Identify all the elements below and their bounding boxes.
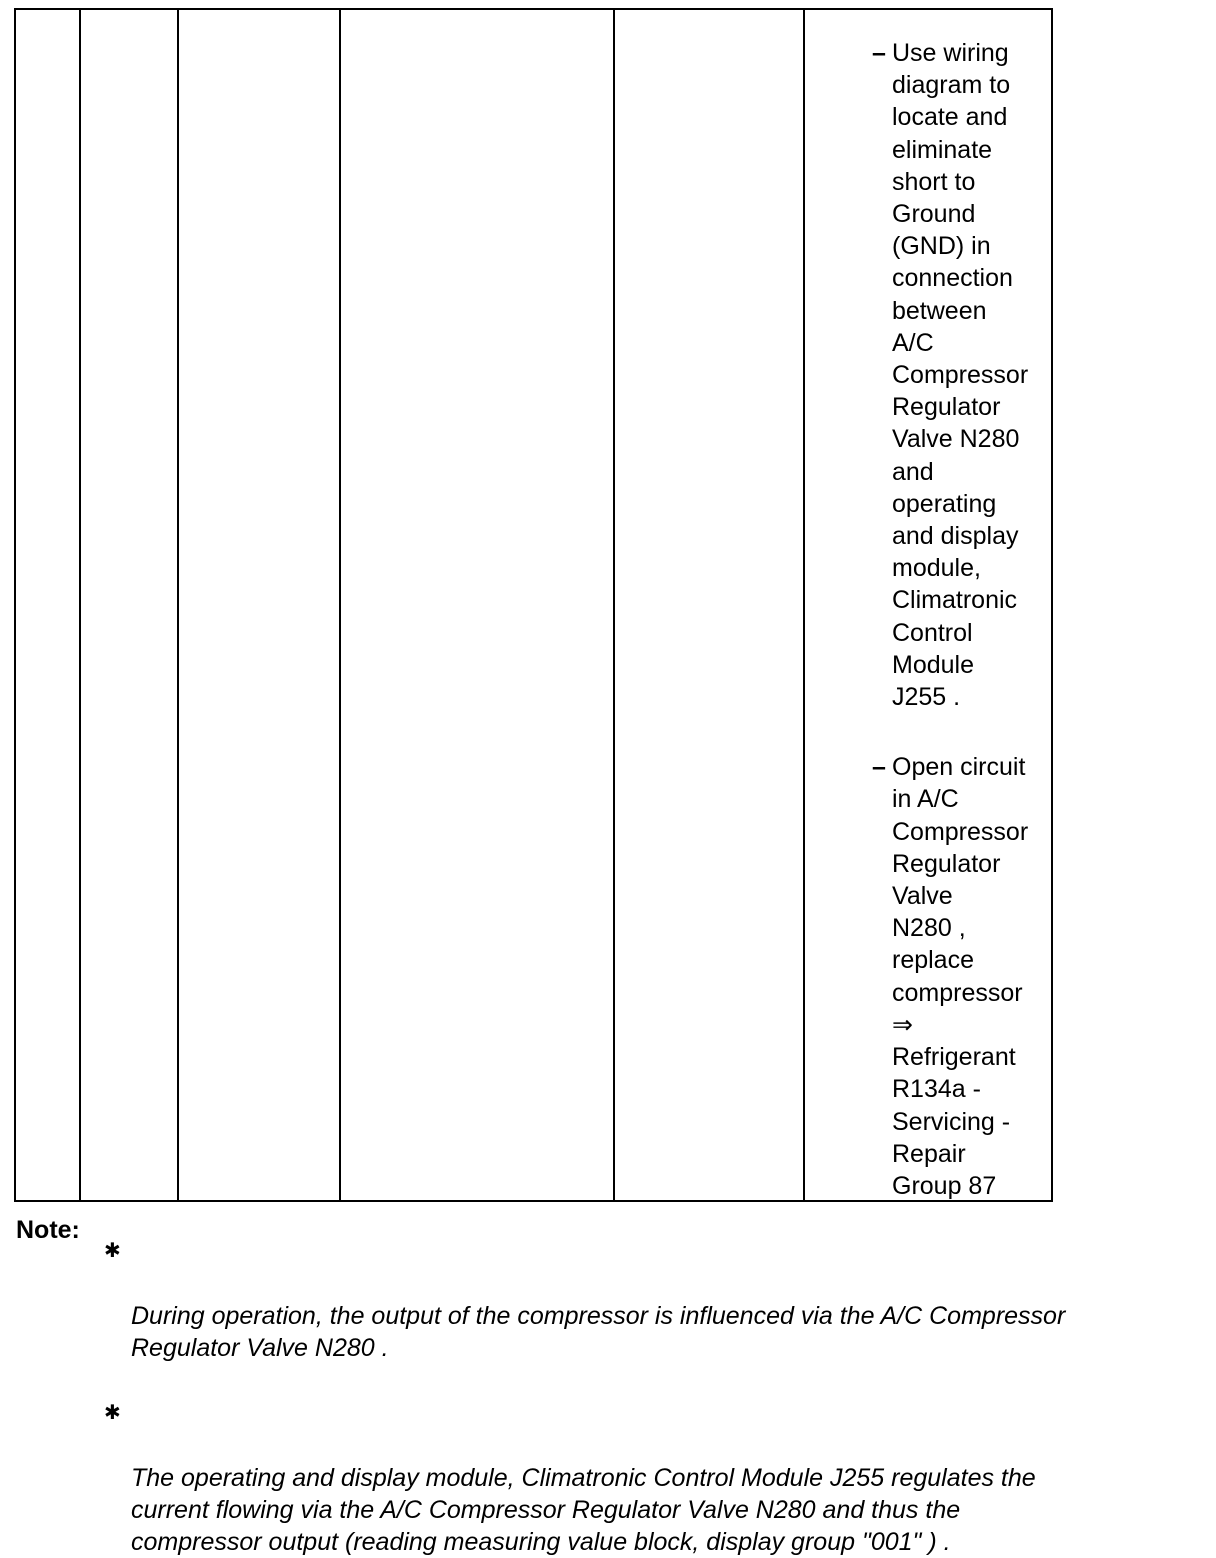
instruction-text: Use wiring diagram to locate and eliminate short to Ground (GND) in connection between A/C Compressor Regulator Valve N280 and operating and display module, Climatronic Control Module J255 . [892,39,1029,712]
dash-icon: – [872,39,886,67]
note-label: Note: [16,1216,80,1244]
instruction-text: Open circuit in A/C Compressor Regulator Valve N280 , replace compressor ⇒ Refrigerant R134a - Servicing - Repair Group 87 [892,753,1029,1200]
table-cell-instructions [872,37,1052,1202]
column-divider [803,10,805,1200]
note-text: During operation, the output of the compressor is influenced via the A/C Compressor Regulator Valve N280 . [131,1302,1066,1362]
column-divider [177,10,179,1200]
column-divider [613,10,615,1200]
asterisk-bullet-icon: ✱ [104,1240,121,1262]
note-list [104,1236,1214,1558]
list-item [872,37,1052,713]
asterisk-bullet-icon: ✱ [104,1402,121,1424]
column-divider [79,10,81,1200]
list-item [872,751,1052,1202]
dash-icon: – [872,753,886,782]
column-divider [339,10,341,1200]
note-item [104,1398,1214,1558]
note-text: The operating and display module, Climatronic Control Module J255 regulates the current flowing via the A/C Compressor Regulator Valve N280 and thus the compressor output (reading measuring value block, display group "001" ) . [131,1464,1036,1556]
note-item [104,1236,1214,1364]
